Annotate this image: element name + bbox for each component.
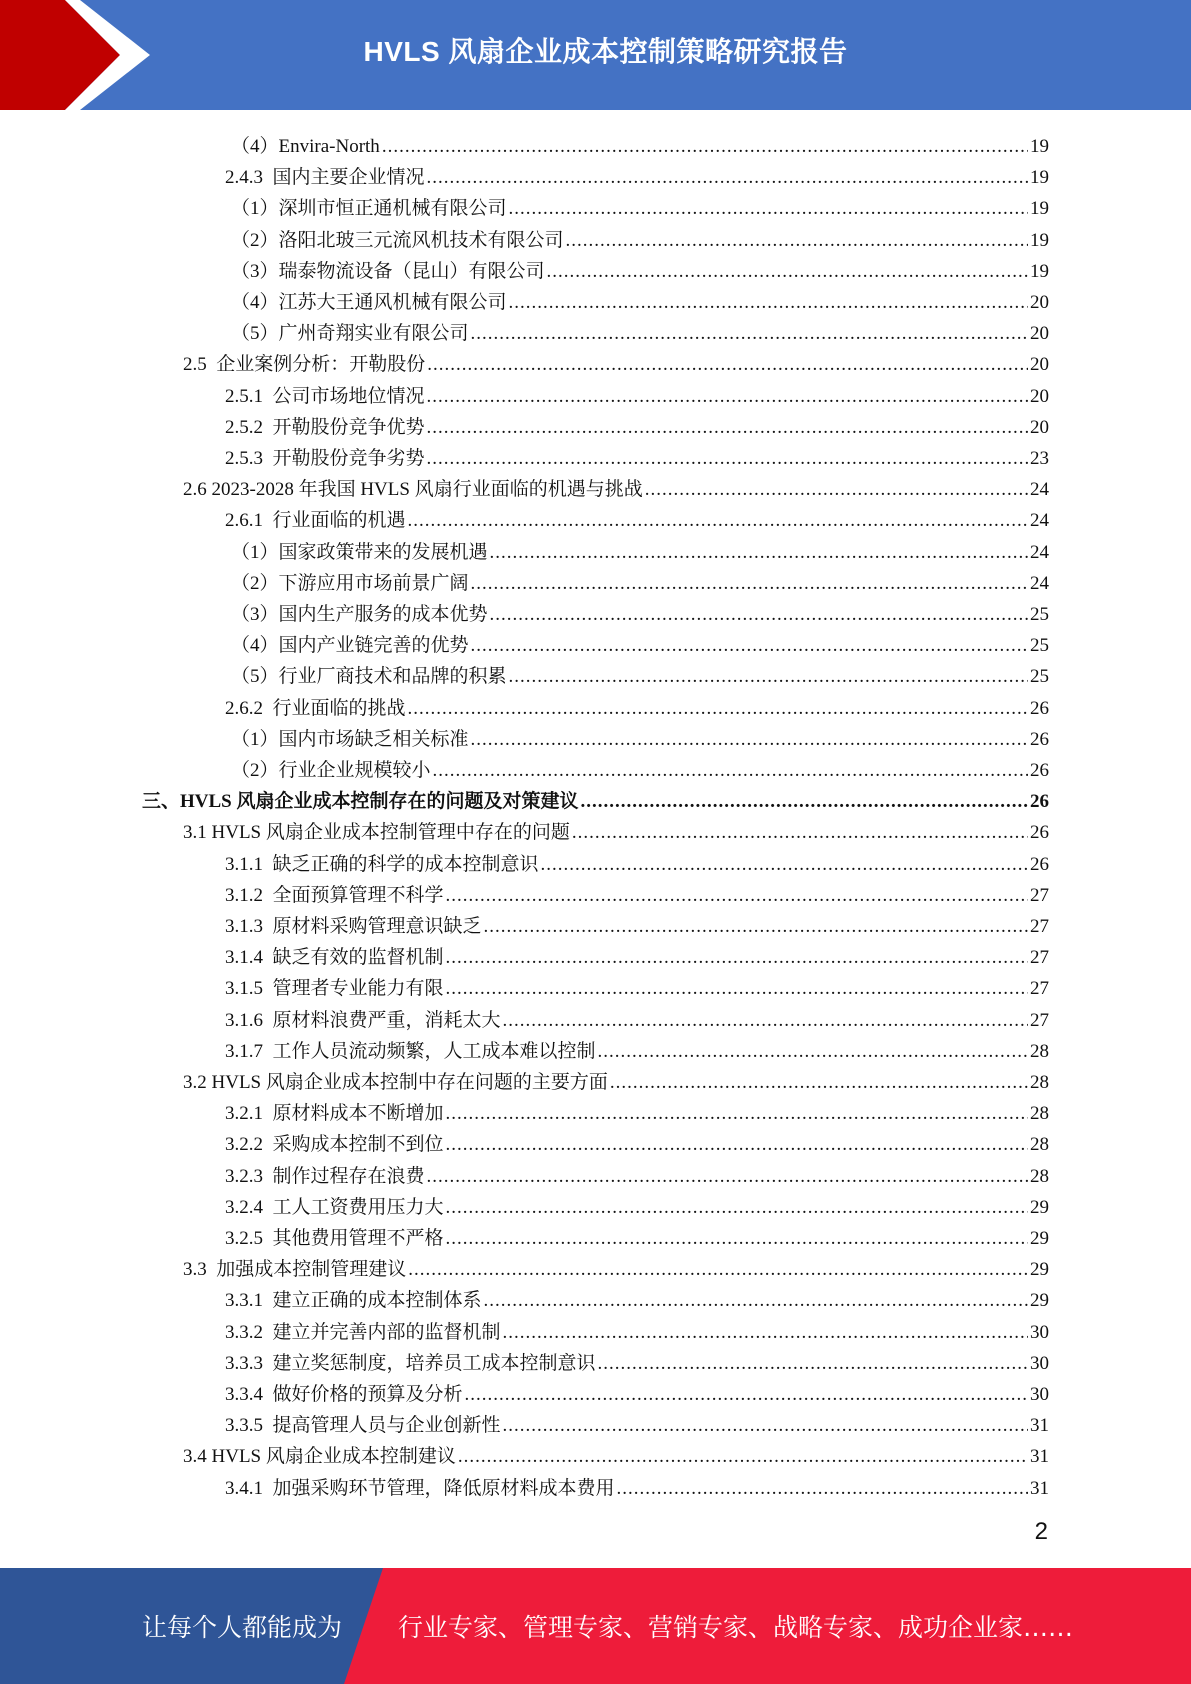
toc-entry-title: 3.2.4 工人工资费用压力大 [225,1196,444,1218]
toc-entry-title: （1）国家政策带来的发展机遇 [231,541,488,563]
toc-entry[interactable] [231,721,1049,752]
toc-entry-page: 19 [1030,198,1049,220]
toc-entry-page: 31 [1030,1477,1049,1499]
toc-dot-leader [490,603,1028,627]
toc-dot-leader [509,197,1028,221]
toc-entry-page: 27 [1030,1009,1049,1031]
toc-dot-leader [446,1227,1028,1251]
toc-entry-page: 19 [1030,167,1049,189]
toc-dot-leader [598,1040,1028,1064]
toc-entry-title: 3.3 加强成本控制管理建议 [183,1259,407,1281]
toc-entry-title: 3.4.1 加强采购环节管理，降低原材料成本费用 [225,1477,615,1499]
toc-entry-title: 3.4 HVLS 风扇企业成本控制建议 [183,1446,456,1468]
toc-dot-leader [446,884,1028,908]
toc-entry-page: 24 [1030,572,1049,594]
toc-dot-leader [446,1133,1028,1157]
toc-entry-title: 3.1.7 工作人员流动频繁，人工成本难以控制 [225,1040,596,1062]
toc-entry-title: （2）行业企业规模较小 [231,760,431,781]
toc-entry-title: （3）瑞泰物流设备（昆山）有限公司 [231,260,545,282]
toc-entry[interactable] [225,378,1049,409]
toc-entry[interactable] [225,409,1049,440]
page-footer [0,1568,1191,1684]
toc-entry-title: 3.1.3 原材料采购管理意识缺乏 [225,916,482,937]
toc-dot-leader [484,1289,1028,1313]
toc-entry[interactable] [225,440,1049,471]
toc-entry-title: 2.4.3 国内主要企业情况 [225,167,425,189]
toc-dot-leader [427,353,1028,377]
toc-entry-page: 28 [1030,1134,1049,1156]
toc-dot-leader [471,322,1028,346]
toc-dot-leader [547,260,1028,284]
toc-entry-page: 24 [1030,479,1049,501]
toc-entry[interactable] [225,1345,1049,1376]
toc-entry-page: 20 [1030,416,1049,438]
toc-entry-page: 20 [1030,292,1049,313]
toc-dot-leader [566,229,1028,253]
toc-entry[interactable] [231,596,1049,627]
toc-entry[interactable] [231,128,1049,159]
toc-entry-page: 29 [1030,1290,1049,1312]
toc-entry-page: 26 [1030,760,1049,781]
toc-entry[interactable] [225,877,1049,908]
toc-entry-page: 31 [1030,1415,1049,1437]
toc-entry-title: 3.1.2 全面预算管理不科学 [225,884,444,906]
toc-entry[interactable] [231,284,1049,315]
toc-entry-page: 29 [1030,1259,1049,1281]
toc-entry-page: 30 [1030,1384,1049,1405]
toc-entry[interactable] [225,939,1049,970]
toc-entry-title: 3.3.3 建立奖惩制度，培养员工成本控制意识 [225,1352,596,1374]
toc-entry-page: 29 [1030,1228,1049,1249]
toc-dot-leader [598,1352,1028,1376]
toc-entry-title: （3）国内生产服务的成本优势 [231,604,488,625]
toc-entry[interactable] [225,846,1049,877]
toc-dot-leader [427,416,1028,440]
toc-dot-leader [446,977,1028,1001]
toc-entry[interactable] [225,1220,1049,1251]
toc-entry[interactable] [231,752,1049,783]
toc-entry[interactable] [231,534,1049,565]
toc-entry[interactable] [225,1002,1049,1033]
toc-entry-page: 26 [1030,791,1049,813]
toc-entry-title: 2.6.1 行业面临的机遇 [225,510,406,532]
toc-dot-leader [490,541,1028,565]
page-header [0,0,1191,110]
toc-entry-title: 2.5.3 开勒股份竞争劣势 [225,448,425,469]
toc-entry[interactable] [225,970,1049,1001]
toc-entry[interactable] [231,315,1049,346]
toc-dot-leader [484,915,1028,939]
toc-entry[interactable] [231,222,1049,253]
toc-entry-title: （5）行业厂商技术和品牌的积累 [231,666,507,688]
toc-entry-title: 3.3.5 提高管理人员与企业创新性 [225,1415,501,1437]
toc-entry-page: 27 [1030,947,1049,969]
toc-dot-leader [471,728,1028,752]
toc-entry-title: 3.2.5 其他费用管理不严格 [225,1228,444,1249]
toc-dot-leader [446,1102,1028,1126]
toc-entry[interactable] [225,1126,1049,1157]
toc-entry[interactable] [183,814,1049,845]
toc-entry-page: 25 [1030,635,1049,657]
toc-entry-title: （4）国内产业链完善的优势 [231,635,469,657]
footer-slogan-right: 行业专家、管理专家、营销专家、战略专家、成功企业家…… [398,1613,1074,1642]
toc-entry-title: 2.5 企业案例分析：开勒股份 [183,354,426,376]
toc-dot-leader [408,1258,1028,1282]
toc-dot-leader [408,697,1028,721]
toc-entry-page: 28 [1030,1040,1049,1062]
toc-dot-leader [541,853,1028,877]
toc-dot-leader [446,1196,1028,1220]
toc-dot-leader [427,1165,1028,1189]
toc-entry[interactable] [225,1282,1049,1313]
toc-dot-leader [446,946,1028,970]
toc-entry-page: 25 [1030,604,1049,625]
toc-entry-title: 3.1.1 缺乏正确的科学的成本控制意识 [225,853,539,875]
toc-entry[interactable] [225,1158,1049,1189]
toc-entry-title: 3.1.6 原材料浪费严重，消耗太大 [225,1009,501,1031]
toc-entry[interactable] [231,190,1049,221]
toc-entry-title: 3.2.2 采购成本控制不到位 [225,1134,444,1156]
toc-dot-leader [427,385,1028,409]
toc-entry-page: 19 [1030,229,1049,251]
toc-dot-leader [503,1009,1028,1033]
page-number: 2 [1034,1518,1048,1545]
toc-entry-page: 28 [1030,1165,1049,1187]
toc-dot-leader [509,291,1028,315]
toc-entry-page: 19 [1030,260,1049,282]
toc-entry-page: 20 [1030,354,1049,376]
toc-entry[interactable] [231,565,1049,596]
toc-dot-leader [509,665,1028,689]
toc-dot-leader [471,634,1028,658]
toc-entry-title: （1）深圳市恒正通机械有限公司 [231,198,507,220]
toc-entry-page: 27 [1030,916,1049,937]
toc-dot-leader [581,790,1029,814]
toc-entry-page: 30 [1030,1321,1049,1343]
toc-dot-leader [503,1321,1028,1345]
toc-entry-title: 3.3.2 建立并完善内部的监督机制 [225,1321,501,1343]
toc-entry-title: 2.6.2 行业面临的挑战 [225,697,406,719]
toc-dot-leader [572,821,1028,845]
toc-entry[interactable] [231,658,1049,689]
footer-slogan-left: 让每个人都能成为 [142,1613,343,1642]
toc-entry-title: 3.1.5 管理者专业能力有限 [225,978,444,1000]
toc-entry[interactable] [183,1251,1049,1282]
toc-entry-page: 31 [1030,1446,1049,1468]
header-title: HVLS 风扇企业成本控制策略研究报告 [363,36,848,67]
toc-entry-page: 23 [1030,448,1049,469]
toc-entry[interactable] [225,1407,1049,1438]
toc-entry-page: 25 [1030,666,1049,688]
toc-entry[interactable] [225,502,1049,533]
toc-entry-title: 3.1 HVLS 风扇企业成本控制管理中存在的问题 [183,822,570,844]
toc-dot-leader [503,1414,1028,1438]
toc-entry-page: 28 [1030,1072,1049,1093]
toc-dot-leader [427,166,1028,190]
toc-entry-page: 26 [1030,728,1049,750]
toc-entry-title: 2.5.2 开勒股份竞争优势 [225,416,425,438]
toc-entry[interactable] [225,159,1049,190]
toc-entry-title: 三、HVLS 风扇企业成本控制存在的问题及对策建议 [142,791,579,813]
toc-entry[interactable] [183,1438,1049,1469]
toc-entry[interactable] [225,1189,1049,1220]
toc-entry[interactable] [183,471,1049,502]
toc-entry-title: （4）江苏大王通风机械有限公司 [231,292,507,313]
toc-entry-title: 3.2.3 制作过程存在浪费 [225,1165,425,1187]
toc-entry-page: 26 [1030,822,1049,844]
toc-entry[interactable] [225,1314,1049,1345]
toc-entry-title: （5）广州奇翔实业有限公司 [231,323,469,345]
toc-dot-leader [471,572,1028,596]
toc-dot-leader [382,135,1028,159]
toc-entry-page: 27 [1030,884,1049,906]
toc-entry[interactable] [225,1470,1049,1501]
toc-entry-page: 20 [1030,323,1049,345]
toc-entry-title: （2）下游应用市场前景广阔 [231,572,469,594]
toc-entry-page: 24 [1030,510,1049,532]
toc-entry[interactable] [183,346,1049,377]
toc-entry-page: 20 [1030,385,1049,407]
toc-entry-title: 2.5.1 公司市场地位情况 [225,385,425,407]
toc-entry-page: 29 [1030,1196,1049,1218]
toc-entry-title: 3.1.4 缺乏有效的监督机制 [225,947,444,969]
toc-entry-title: （4）Envira-North [231,136,380,157]
toc-entry-page: 27 [1030,978,1049,1000]
toc-entry[interactable] [142,783,1049,814]
toc-entry[interactable] [231,627,1049,658]
toc-entry-title: （2）洛阳北玻三元流风机技术有限公司 [231,229,564,251]
toc-entry-page: 28 [1030,1103,1049,1125]
toc-entry-page: 24 [1030,541,1049,563]
toc-entry[interactable] [225,690,1049,721]
toc-dot-leader [408,509,1028,533]
toc-dot-leader [617,1477,1028,1501]
toc-dot-leader [433,759,1028,783]
toc-entry[interactable] [231,253,1049,284]
toc-entry[interactable] [225,1376,1049,1407]
toc-entry-title: 2.6 2023-2028 年我国 HVLS 风扇行业面临的机遇与挑战 [183,479,643,501]
toc-entry[interactable] [225,908,1049,939]
toc-dot-leader [645,478,1028,502]
toc-entry-page: 30 [1030,1352,1049,1374]
toc-entry-title: 3.3.4 做好价格的预算及分析 [225,1384,463,1405]
toc-entry[interactable] [183,1064,1049,1095]
toc-entry[interactable] [225,1033,1049,1064]
toc-entry-page: 19 [1030,136,1049,157]
toc-dot-leader [458,1445,1028,1469]
toc-dot-leader [465,1383,1028,1407]
toc-dot-leader [610,1071,1028,1095]
header-arrow-decoration [0,0,150,110]
toc-entry-title: 3.2.1 原材料成本不断增加 [225,1103,444,1125]
toc-entry-title: 3.2 HVLS 风扇企业成本控制中存在问题的主要方面 [183,1072,608,1093]
toc-entry[interactable] [225,1095,1049,1126]
toc-entry-page: 26 [1030,853,1049,875]
toc-dot-leader [427,447,1028,471]
toc-entry-title: （1）国内市场缺乏相关标准 [231,728,469,750]
toc-entry-title: 3.3.1 建立正确的成本控制体系 [225,1290,482,1312]
toc-entry-page: 26 [1030,697,1049,719]
